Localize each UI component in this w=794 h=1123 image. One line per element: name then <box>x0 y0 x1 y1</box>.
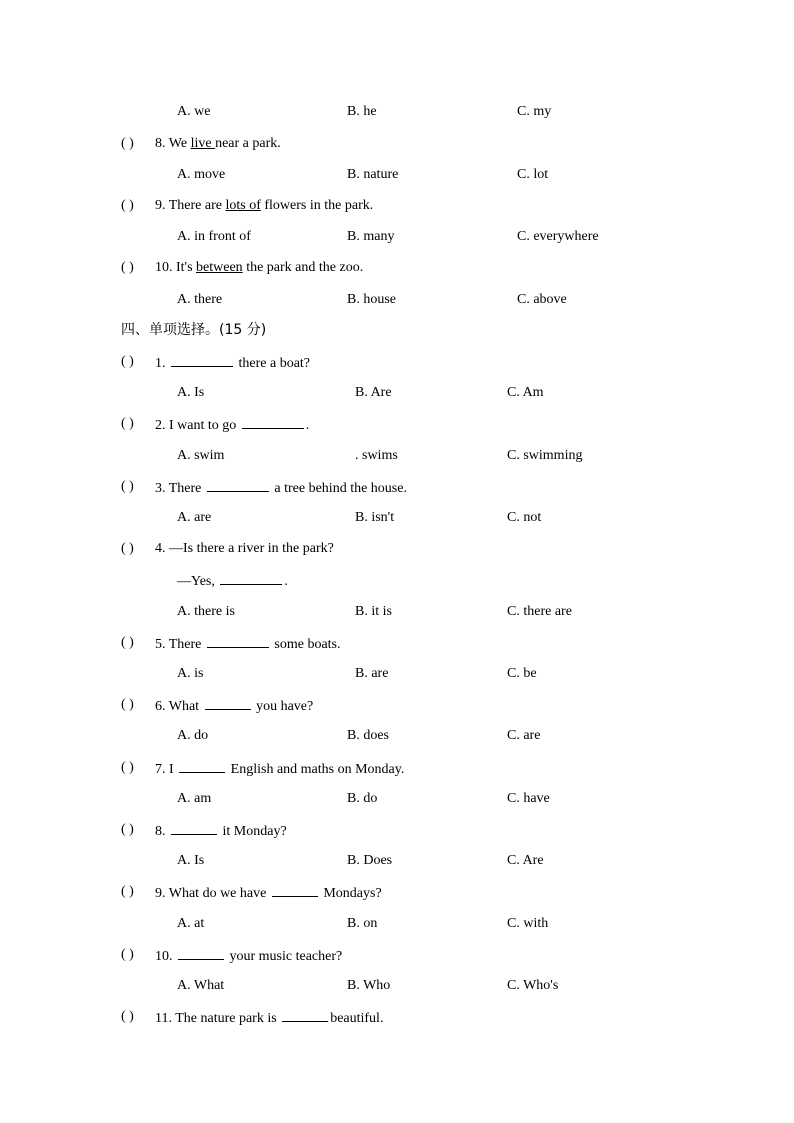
answer-blank[interactable] <box>282 1007 328 1022</box>
option-b: B. isn't <box>355 510 395 525</box>
question-row <box>0 477 794 497</box>
options-row <box>0 789 794 809</box>
option-c: C. there are <box>507 604 572 619</box>
option-c: C. Are <box>507 853 544 868</box>
option-c: C. everywhere <box>517 229 599 244</box>
question-row <box>0 820 794 840</box>
options-row <box>0 664 794 684</box>
answer-bracket[interactable]: ( ) <box>121 697 134 712</box>
option-c: C. above <box>517 292 567 307</box>
option-b: B. many <box>347 229 395 244</box>
answer-bracket[interactable]: ( ) <box>121 884 134 899</box>
response-text: —Yes, . <box>177 570 288 592</box>
answer-bracket[interactable]: ( ) <box>121 947 134 962</box>
option-b: B. do <box>347 791 378 806</box>
question-row <box>0 414 794 434</box>
option-b: B. does <box>347 728 389 743</box>
answer-blank[interactable] <box>207 477 269 492</box>
question-row <box>0 134 794 154</box>
question-row <box>0 882 794 902</box>
question-row <box>0 539 794 559</box>
question-row <box>0 945 794 965</box>
question-stem: 1. there a boat? <box>155 352 310 374</box>
answer-blank[interactable] <box>207 633 269 648</box>
options-row <box>0 851 794 871</box>
question-row <box>0 1007 794 1027</box>
question-stem: 2. I want to go . <box>155 414 309 436</box>
options-row <box>0 602 794 622</box>
option-c: C. with <box>507 916 549 931</box>
option-a: A. there is <box>177 604 235 619</box>
option-c: C. lot <box>517 167 549 182</box>
question-row <box>0 633 794 653</box>
answer-bracket[interactable]: ( ) <box>121 635 134 650</box>
answer-line <box>0 570 794 590</box>
answer-bracket[interactable]: ( ) <box>121 136 134 151</box>
option-b: B. Who <box>347 978 391 993</box>
option-a: A. in front of <box>177 229 251 244</box>
question-stem: 3. There a tree behind the house. <box>155 477 407 499</box>
section-title-row <box>0 320 794 340</box>
question-stem: 10. your music teacher? <box>155 945 342 967</box>
question-row <box>0 196 794 216</box>
answer-blank[interactable] <box>171 352 233 367</box>
question-stem: 4. —Is there a river in the park? <box>155 541 334 556</box>
question-row <box>0 258 794 278</box>
question-stem: 10. It's between the park and the zoo. <box>155 260 364 275</box>
option-a: A. at <box>177 916 205 931</box>
answer-bracket[interactable]: ( ) <box>121 260 134 275</box>
option-a: A. move <box>177 167 226 182</box>
answer-bracket[interactable]: ( ) <box>121 479 134 494</box>
options-row <box>0 165 794 185</box>
option-a: A. do <box>177 728 209 743</box>
option-c: C. are <box>507 728 541 743</box>
option-b: B. on <box>347 916 378 931</box>
option-b: B. are <box>355 666 389 681</box>
option-b: B. he <box>347 104 377 119</box>
question-stem: 8. it Monday? <box>155 820 287 842</box>
options-row <box>0 726 794 746</box>
answer-blank[interactable] <box>171 820 217 835</box>
options-row <box>0 383 794 403</box>
question-stem: 5. There some boats. <box>155 633 341 655</box>
answer-bracket[interactable]: ( ) <box>121 354 134 369</box>
option-b: B. it is <box>355 604 392 619</box>
option-c: C. my <box>517 104 552 119</box>
option-a: A. we <box>177 104 211 119</box>
options-row <box>0 508 794 528</box>
option-a: A. Is <box>177 385 205 400</box>
option-b: B. house <box>347 292 396 307</box>
answer-bracket[interactable]: ( ) <box>121 541 134 556</box>
option-c: C. be <box>507 666 537 681</box>
question-stem: 6. What you have? <box>155 695 313 717</box>
option-b: B. Are <box>355 385 392 400</box>
answer-blank[interactable] <box>179 758 225 773</box>
option-a: A. am <box>177 791 212 806</box>
question-stem: 11. The nature park is beautiful. <box>155 1007 383 1029</box>
options-row <box>0 446 794 466</box>
question-stem: 9. There are lots of flowers in the park. <box>155 198 374 213</box>
options-row <box>0 976 794 996</box>
options-row <box>0 914 794 934</box>
answer-blank[interactable] <box>205 695 251 710</box>
answer-bracket[interactable]: ( ) <box>121 1009 134 1024</box>
answer-bracket[interactable]: ( ) <box>121 822 134 837</box>
answer-blank[interactable] <box>272 882 318 897</box>
option-a: A. swim <box>177 448 225 463</box>
option-a: A. Is <box>177 853 205 868</box>
question-row <box>0 758 794 778</box>
options-row <box>0 290 794 310</box>
option-a: A. are <box>177 510 212 525</box>
answer-blank[interactable] <box>242 414 304 429</box>
option-a: A. is <box>177 666 204 681</box>
option-c: C. swimming <box>507 448 583 463</box>
option-a: A. there <box>177 292 223 307</box>
answer-blank[interactable] <box>178 945 224 960</box>
question-row <box>0 695 794 715</box>
option-b: . swims <box>355 448 398 463</box>
answer-blank[interactable] <box>220 570 282 585</box>
options-row <box>0 102 794 122</box>
options-row <box>0 227 794 247</box>
option-c: C. Am <box>507 385 544 400</box>
option-b: B. nature <box>347 167 399 182</box>
option-c: C. Who's <box>507 978 559 993</box>
answer-bracket[interactable]: ( ) <box>121 760 134 775</box>
question-row <box>0 352 794 372</box>
option-c: C. have <box>507 791 550 806</box>
section-title: 四、单项选择。(15 分) <box>121 322 267 338</box>
answer-bracket[interactable]: ( ) <box>121 416 134 431</box>
answer-bracket[interactable]: ( ) <box>121 198 134 213</box>
option-a: A. What <box>177 978 225 993</box>
option-b: B. Does <box>347 853 393 868</box>
question-stem: 9. What do we have Mondays? <box>155 882 382 904</box>
question-stem: 8. We live near a park. <box>155 136 281 151</box>
question-stem: 7. I English and maths on Monday. <box>155 758 404 780</box>
option-c: C. not <box>507 510 542 525</box>
